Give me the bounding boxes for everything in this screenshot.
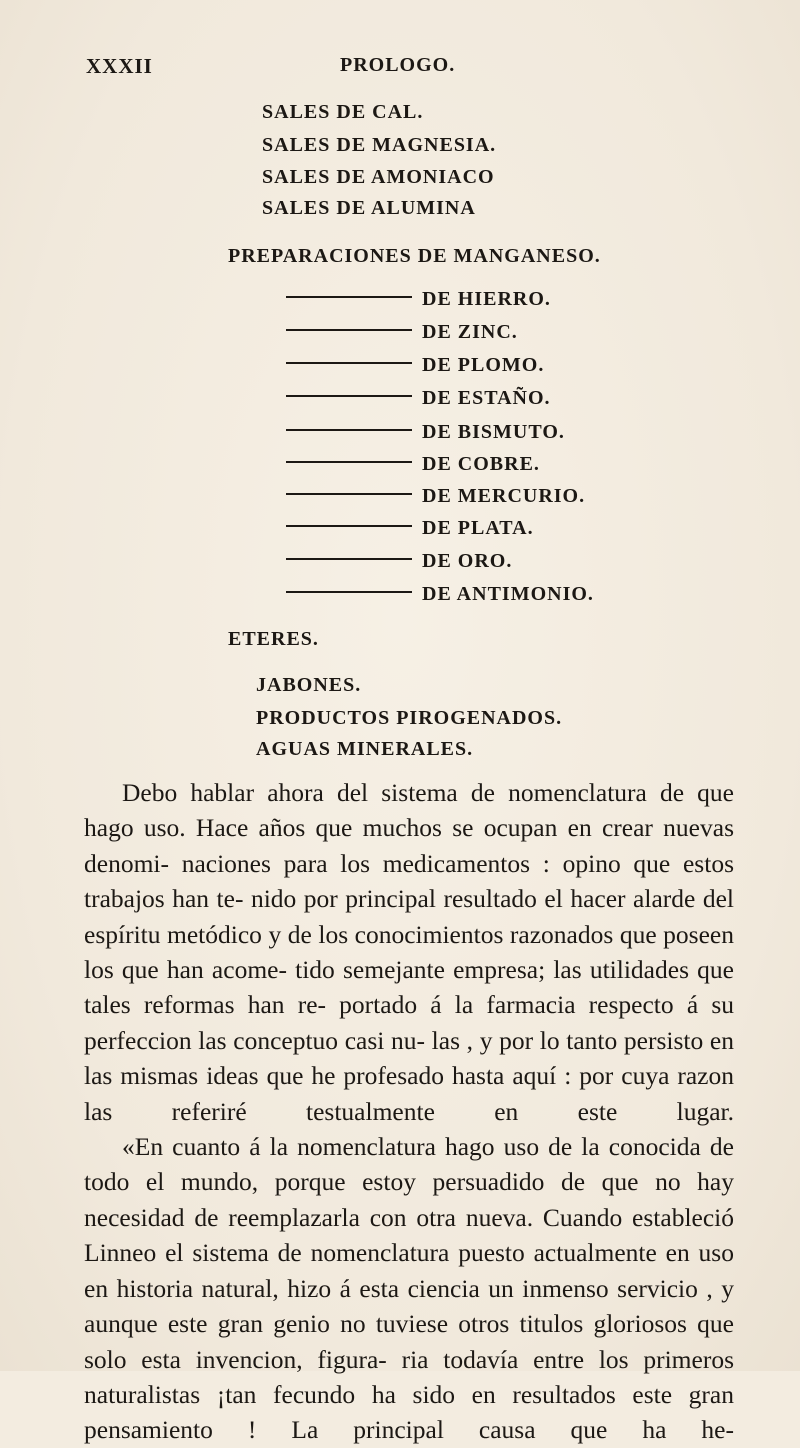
list-item: AGUAS MINERALES. <box>256 738 474 760</box>
preparaciones-heading: PREPARACIONES DE MANGANESO. <box>228 245 601 267</box>
body-text <box>84 775 734 1448</box>
list-item: DE ANTIMONIO. <box>286 583 594 606</box>
ditto-dash <box>286 395 412 397</box>
list-item: DE HIERRO. <box>286 288 551 311</box>
ditto-dash <box>286 362 412 364</box>
list-item: SALES DE AMONIACO <box>262 166 495 188</box>
list-item: DE ORO. <box>286 550 512 573</box>
list-item: DE ZINC. <box>286 321 518 344</box>
list-item: DE BISMUTO. <box>286 421 565 444</box>
list-item: DE PLOMO. <box>286 354 544 377</box>
list-item: SALES DE CAL. <box>262 101 424 123</box>
paragraph: Debo hablar ahora del sistema de nomenclatura de que hago uso. Hace años que muchos se ocupan en crear nuevas denomi- naciones para los medicamentos : opino que estos trabajos han te- nido por principal resultado el hacer alarde del espíritu metódico y de los conocimientos razonados que poseen los que han acome- tido semejante empresa; las utilidades que tales reformas han re- portado á la farmacia respecto á su perfeccion las conceptuo casi nu- las , y por lo tanto persisto en las mismas ideas que he profesado hasta aquí : por cuya razon las referiré testualmente en este lugar. <box>84 778 734 1126</box>
list-item: SALES DE ALUMINA <box>262 197 476 219</box>
ditto-dash <box>286 493 412 495</box>
list-item: DE COBRE. <box>286 453 540 476</box>
ditto-dash <box>286 591 412 593</box>
list-item: JABONES. <box>256 674 362 696</box>
list-item: ETERES. <box>228 628 319 650</box>
ditto-dash <box>286 461 412 463</box>
ditto-dash <box>286 329 412 331</box>
list-item: SALES DE MAGNESIA. <box>262 134 497 156</box>
page-number: XXXII <box>86 54 153 78</box>
list-item: DE MERCURIO. <box>286 485 585 508</box>
paragraph: «En cuanto á la nomenclatura hago uso de la conocida de todo el mundo, porque estoy persuadido de que no hay necesidad de reemplazarla con otra nueva. Cuando estableció Linneo el sistema de nomenclatura puesto actualmente en uso en historia natural, hizo á esta ciencia un inmenso servicio , y aunque este gran genio no tuviese otros titulos gloriosos que solo esta invencion, figura- ria todavía entre los primeros naturalistas ¡tan fecundo ha sido en resultados este gran pensamiento ! La principal causa que ha he- <box>84 1132 734 1445</box>
list-item: DE PLATA. <box>286 517 534 540</box>
list-item: PRODUCTOS PIROGENADOS. <box>256 707 563 729</box>
list-item: DE ESTAÑO. <box>286 387 551 410</box>
running-title: PROLOGO. <box>340 54 456 76</box>
ditto-dash <box>286 429 412 431</box>
ditto-dash <box>286 558 412 560</box>
ditto-dash <box>286 296 412 298</box>
ditto-dash <box>286 525 412 527</box>
